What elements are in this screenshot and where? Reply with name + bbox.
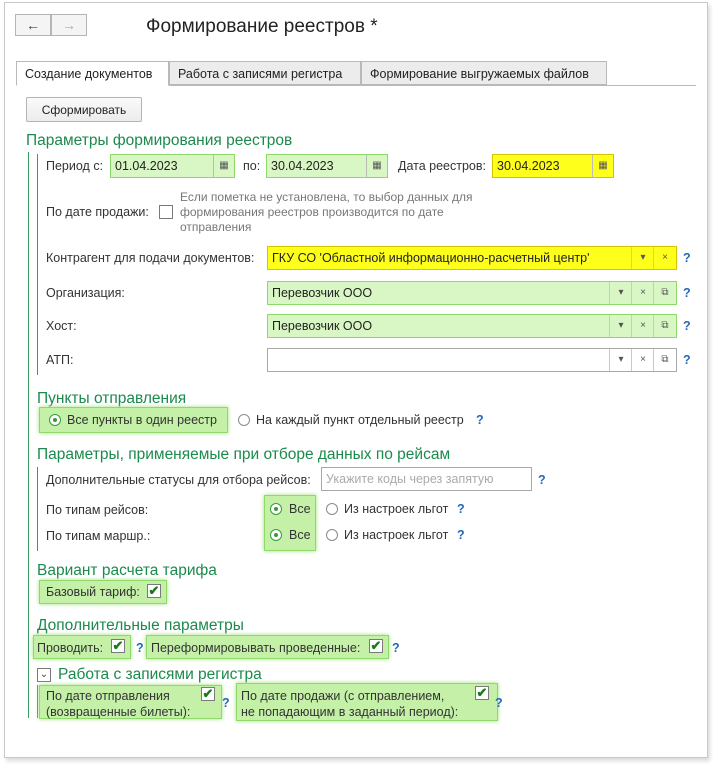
help-icon[interactable]: ? <box>476 413 484 427</box>
form-button[interactable]: Сформировать <box>26 97 142 122</box>
section-title-tariff: Вариант расчета тарифа <box>37 562 217 579</box>
trip-types-settings-label: Из настроек льгот <box>344 502 449 516</box>
period-to-field[interactable] <box>266 154 388 178</box>
by-sale-date-label: По дате продажи: <box>46 205 149 219</box>
counterparty-field[interactable] <box>267 246 677 270</box>
forward-button[interactable] <box>51 14 87 36</box>
tab-label: Работа с записями регистра <box>178 67 343 81</box>
by-departure-label-line1: По дате отправления <box>46 689 170 703</box>
organization-field[interactable] <box>267 281 677 305</box>
help-icon[interactable]: ? <box>683 286 691 300</box>
by-sale-checkbox[interactable]: ✔ <box>476 685 488 700</box>
tab-label: Формирование выгружаемых файлов <box>370 67 589 81</box>
period-to-label: по: <box>243 159 261 173</box>
counterparty-value: ГКУ СО 'Областной информационно-расчетный центр' <box>272 251 590 265</box>
help-icon[interactable]: ? <box>683 353 691 367</box>
by-sale-date-checkbox[interactable] <box>159 205 173 219</box>
by-sale-label-line2: не попадающим в заданный период): <box>241 705 459 719</box>
clear-icon[interactable]: × <box>653 247 676 269</box>
period-to-value: 30.04.2023 <box>271 159 334 173</box>
reform-label: Переформировывать проведенные: <box>151 641 361 655</box>
section-title-additional: Дополнительные параметры <box>37 617 244 634</box>
help-icon[interactable]: ? <box>538 473 546 487</box>
calendar-icon[interactable]: ▦ <box>592 155 613 177</box>
section-title-departure: Пункты отправления <box>37 390 187 407</box>
section-title-params: Параметры формирования реестров <box>26 132 293 149</box>
back-button[interactable] <box>15 14 51 36</box>
host-value: Перевозчик ООО <box>272 319 373 333</box>
period-from-value: 01.04.2023 <box>115 159 178 173</box>
option-all-in-one-label: Все пункты в один реестр <box>67 413 217 427</box>
clear-icon[interactable]: × <box>631 349 654 371</box>
host-field[interactable] <box>267 314 677 338</box>
collapse-toggle[interactable]: ⌄ <box>37 668 51 682</box>
help-icon[interactable]: ? <box>392 641 400 655</box>
by-sale-label-line1: По дате продажи (с отправлением, <box>241 689 445 703</box>
chevron-down-icon[interactable]: ▾ <box>609 282 632 304</box>
post-label: Проводить: <box>37 641 104 655</box>
open-icon[interactable]: ⧉ <box>653 315 676 337</box>
open-icon[interactable]: ⧉ <box>653 282 676 304</box>
extra-statuses-label: Дополнительные статусы для отбора рейсов: <box>46 473 311 487</box>
registry-date-label: Дата реестров: <box>398 159 487 173</box>
by-sale-date-hint: Если пометка не установлена, то выбор данных для формирования реестров производится по дате отправления <box>180 190 473 234</box>
post-checkbox[interactable]: ✔ <box>112 638 124 653</box>
help-icon[interactable]: ? <box>495 696 503 710</box>
group-line <box>28 152 29 718</box>
clear-icon[interactable]: × <box>631 282 654 304</box>
help-icon[interactable]: ? <box>683 251 691 265</box>
registry-date-value: 30.04.2023 <box>497 159 560 173</box>
chevron-down-icon[interactable]: ▾ <box>609 349 632 371</box>
period-from-label: Период с: <box>46 159 104 173</box>
tab-export-files[interactable] <box>361 61 607 85</box>
arrow-left-icon: ← <box>26 17 40 33</box>
extra-statuses-placeholder: Укажите коды через запятую <box>326 472 494 486</box>
registry-date-field[interactable] <box>492 154 614 178</box>
help-icon[interactable]: ? <box>683 319 691 333</box>
calendar-icon[interactable]: ▦ <box>213 155 234 177</box>
organization-value: Перевозчик ООО <box>272 286 373 300</box>
route-types-settings-label: Из настроек льгот <box>344 528 449 542</box>
help-icon[interactable]: ? <box>457 502 465 516</box>
by-trip-types-label: По типам рейсов: <box>46 503 149 517</box>
clear-icon[interactable]: × <box>631 315 654 337</box>
tab-register-records[interactable] <box>169 61 361 85</box>
tab-create-documents[interactable] <box>16 61 169 86</box>
host-label: Хост: <box>46 319 77 333</box>
tab-label: Создание документов <box>25 67 153 81</box>
atp-label: АТП: <box>46 353 74 367</box>
radio-trip-types-settings[interactable] <box>326 503 338 515</box>
help-icon[interactable]: ? <box>136 641 144 655</box>
group-line <box>37 154 38 375</box>
atp-field[interactable] <box>267 348 677 372</box>
arrow-right-icon: → <box>62 17 76 33</box>
group-line <box>37 467 38 551</box>
section-title-register: Работа с записями регистра <box>58 666 262 683</box>
by-route-types-label: По типам маршр.: <box>46 529 151 543</box>
radio-route-types-all[interactable] <box>270 529 282 541</box>
radio-each-separate[interactable] <box>238 414 250 426</box>
counterparty-label: Контрагент для подачи документов: <box>46 251 255 265</box>
chevron-down-icon[interactable]: ▾ <box>631 247 654 269</box>
reform-checkbox[interactable]: ✔ <box>370 638 382 653</box>
by-departure-label-line2: (возвращенные билеты): <box>46 705 191 719</box>
by-departure-checkbox[interactable]: ✔ <box>202 686 214 701</box>
trip-types-all-label: Все <box>289 502 311 516</box>
radio-route-types-settings[interactable] <box>326 529 338 541</box>
page-title: Формирование реестров * <box>146 16 378 37</box>
route-types-all-label: Все <box>289 528 311 542</box>
group-line <box>37 685 38 718</box>
option-each-separate-label: На каждый пункт отдельный реестр <box>256 413 464 427</box>
radio-all-in-one[interactable] <box>49 414 61 426</box>
chevron-down-icon[interactable]: ▾ <box>609 315 632 337</box>
extra-statuses-input[interactable] <box>321 467 532 491</box>
base-tariff-checkbox[interactable]: ✔ <box>148 583 160 598</box>
radio-trip-types-all[interactable] <box>270 503 282 515</box>
organization-label: Организация: <box>46 286 125 300</box>
help-icon[interactable]: ? <box>457 528 465 542</box>
base-tariff-label: Базовый тариф: <box>46 585 140 599</box>
period-from-field[interactable] <box>110 154 235 178</box>
open-icon[interactable]: ⧉ <box>653 349 676 371</box>
calendar-icon[interactable]: ▦ <box>366 155 387 177</box>
section-title-trip-params: Параметры, применяемые при отборе данных по рейсам <box>37 446 451 463</box>
help-icon[interactable]: ? <box>222 696 230 710</box>
